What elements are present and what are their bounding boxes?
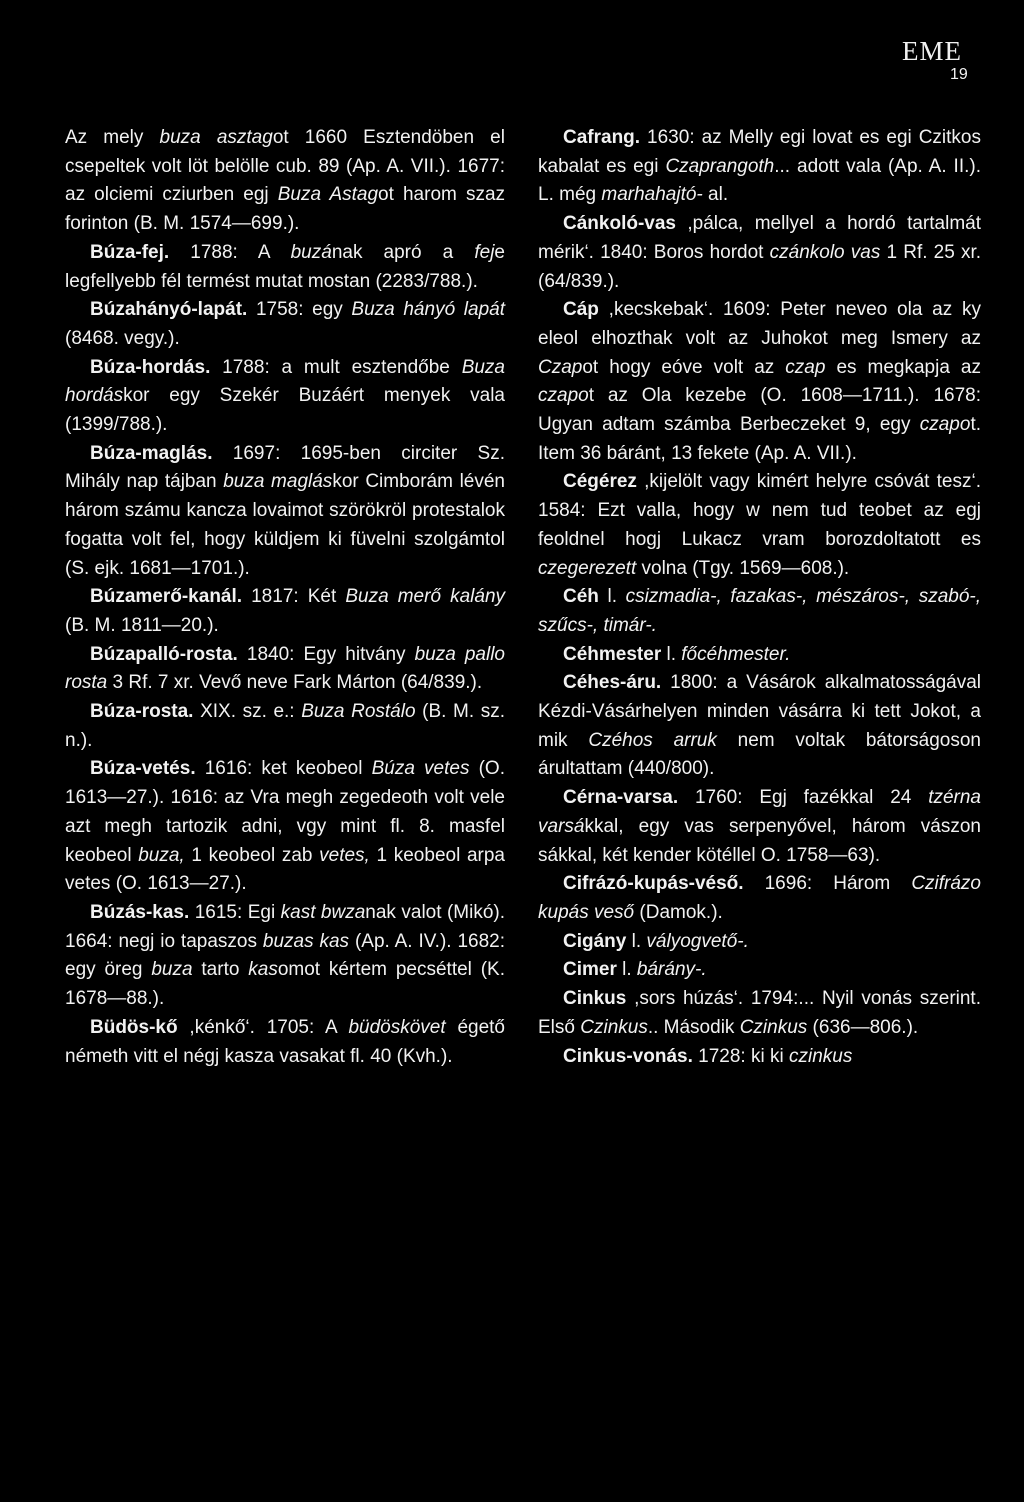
dictionary-entry [538, 296, 981, 468]
entry-headword: Cérna-varsa. [563, 787, 679, 809]
quoted-term: czánkolo vas [769, 241, 881, 263]
entry-text: (Damok.). [634, 901, 723, 923]
entry-headword: Búza-hordás. [90, 356, 211, 378]
quoted-term: csizmadia-, fazakas-, mészáros-, szabó-, szűcs-, timár-. [538, 586, 981, 636]
entry-text: 1758: egy [247, 299, 352, 321]
entry-text: nak apró a [331, 241, 475, 263]
entry-text: (Ap. A. IV.). 1682: egy öreg [65, 930, 506, 981]
entry-text: ,sors húzás‘. 1794:... Nyil vonás szerint. Első [538, 988, 981, 1038]
entry-text: kkal, egy vas serpenyővel, három vászon sákkal, két kender kötéllel O. 1758—63). [538, 815, 981, 866]
quoted-term: Buza hányó lapát [351, 299, 505, 321]
entry-text: (B. M. sz. n.). [65, 701, 506, 751]
entry-text: ot 1660 Esztendöben el csepeltek volt löt belölle cub. 89 (Ap. A. VII.). 1677: az olciemi cziurben egj [65, 127, 505, 206]
entry-headword: Búzamerő-kanál. [90, 586, 243, 608]
entry-text: es megkapja az [825, 356, 981, 378]
entry-headword: Búzás-kas. [90, 901, 190, 923]
page-number: 19 [950, 66, 968, 83]
dictionary-entry [65, 899, 505, 1014]
entry-text: 1788: a mult esztendőbe [210, 356, 462, 378]
quoted-term: czinkus [788, 1045, 853, 1067]
quoted-term: Czéhos arruk [588, 729, 717, 751]
entry-text: omot kértem pecséttel (K. 1678—88.). [65, 959, 505, 1010]
entry-text: l. [598, 586, 626, 608]
quoted-term: büdöskövet [348, 1016, 446, 1038]
entry-headword: Cigány [563, 930, 627, 952]
entry-text: tarto [192, 959, 249, 981]
quoted-term: buza maglás [223, 471, 333, 493]
entry-text: (B. M. 1811—20.). [65, 614, 219, 636]
quoted-term: főcéhmester. [681, 643, 791, 665]
dictionary-entry [65, 698, 505, 755]
entry-text: e legfellyebb fél termést mutat mostan (2283/788.). [65, 241, 505, 292]
entry-text: volna (Tgy. 1569—608.). [636, 557, 850, 579]
entry-text: 1728: ki ki [692, 1045, 789, 1067]
quoted-term: Czaprangoth [665, 155, 775, 177]
dictionary-entry [65, 1014, 505, 1071]
entry-text: 1788: A [169, 241, 291, 263]
entry-text: nak valot (Mikó). 1664: negj io tapaszos [65, 901, 506, 952]
dictionary-entry [538, 870, 981, 927]
quoted-term: Czap [538, 356, 583, 378]
entry-text: 1616: ket keobeol [195, 758, 372, 780]
entry-text: 1 Rf. 25 xr. (64/839.). [538, 241, 981, 292]
entry-headword: Búza-maglás. [90, 442, 213, 464]
dictionary-entry [538, 583, 981, 640]
entry-text: 1760: Egj fazékkal 24 [678, 787, 929, 809]
entry-text: 1697: 1695-ben circiter Sz. Mihály nap tájban [65, 442, 505, 493]
quoted-term: Buza merő kalány [345, 586, 506, 608]
dictionary-entry [65, 124, 505, 239]
entry-headword: Céhes-áru. [563, 672, 662, 694]
entry-text: 1615: Egi [189, 901, 281, 923]
entry-text: ,kénkő‘. 1705: A [177, 1016, 349, 1038]
dictionary-entry [538, 124, 981, 210]
entry-text: 1696: Három [743, 873, 912, 895]
entry-text: al. [702, 184, 729, 206]
quoted-term: Buza hordás [65, 356, 505, 407]
quoted-term: vetes, [319, 844, 370, 866]
right-column [538, 124, 981, 1071]
entry-text: t az Ola kezebe (O. 1608—1711.). 1678: Ugyan adtam számba Berbeczeket 9, egy [538, 385, 981, 436]
entry-text: égető németh vitt el négj kasza vasakat fl. 40 (Kvh.). [65, 1016, 505, 1067]
entry-headword: Búza-rosta. [90, 701, 194, 723]
entry-headword: Cifrázó-kupás-véső. [563, 873, 744, 895]
entry-headword: Búzapalló-rosta. [90, 643, 238, 665]
quoted-term: kas [248, 959, 278, 981]
dictionary-entry [65, 440, 505, 584]
quoted-term: czapo [538, 385, 589, 407]
entry-headword: Cégérez [563, 471, 637, 493]
dictionary-entry [538, 641, 981, 670]
entry-text: ,kijelölt vagy kimért helyre csóvát tesz‘. 1584: Ezt valla, hogy w nem tud teobet az egj feoldnel hogj Lukacz vram borozdoltatott es [538, 471, 981, 550]
entry-text: ,pálca, mellyel a hordó tartalmát mérik‘. 1840: Boros hordot [538, 213, 981, 263]
entry-text: (636—806.). [807, 1016, 919, 1038]
entry-headword: Cáp [563, 299, 599, 321]
quoted-term: Czifrázo kupás veső [538, 873, 981, 923]
entry-text: 1817: Két [242, 586, 346, 608]
quoted-term: buza, [138, 844, 185, 866]
quoted-term: Buza Rostálo [301, 701, 416, 723]
entry-text: .. Második [647, 1016, 740, 1038]
quoted-term: buza pallo rosta [65, 643, 505, 694]
quoted-term: czapo [919, 414, 971, 436]
entry-headword: Büdös-kő [90, 1016, 178, 1038]
dictionary-entry [65, 239, 505, 296]
quoted-term: czegerezett [538, 557, 637, 579]
quoted-term: Buza Astag [277, 184, 379, 206]
entry-text: XIX. sz. e.: [193, 701, 302, 723]
entry-text: kor Cimborám lévén három számu kancza lovaimot szörökröl protestalok fogatta volt fel, hogy küldjem ki füvelni szolgámtol (S. ejk. 1681—1701.). [65, 471, 505, 579]
entry-text: l. [661, 643, 682, 665]
entry-headword: Búzahányó-lapát. [90, 299, 248, 321]
entry-headword: Cafrang. [563, 127, 641, 148]
entry-text: 3 Rf. 7 xr. Vevő neve Fark Márton (64/839.). [107, 672, 483, 694]
quoted-term: buza asztag [159, 127, 273, 148]
entry-text: ... adott vala (Ap. A. II.). L. még [538, 155, 981, 206]
left-column [65, 124, 505, 1071]
entry-text: 1800: a Vásárok alkalmatosságával Kézdi-Vásárhelyen minden vásárra ki tett Jokot, a mik [538, 672, 981, 751]
dictionary-entry [65, 296, 505, 353]
logo: EME [902, 36, 962, 66]
quoted-term: vályogvető-. [646, 930, 749, 952]
quoted-term: kast bwza [280, 901, 366, 923]
entry-text: kor egy Szekér Buzáért menyek vala (1399/788.). [65, 385, 505, 436]
quoted-term: fej [474, 241, 495, 263]
dictionary-entry [65, 755, 505, 899]
quoted-term: tzérna varsá [538, 787, 981, 837]
entry-headword: Búza-vetés. [90, 758, 196, 780]
dictionary-entry [538, 468, 981, 583]
entry-text: 1 keobeol arpa vetes (O. 1613—27.). [65, 844, 505, 895]
dictionary-entry [538, 210, 981, 296]
quoted-term: marhahajtó- [601, 184, 703, 206]
entry-text: 1630: az Melly egi lovat es egi Czitkos kabalat es egi [538, 127, 981, 177]
entry-headword: Cánkoló-vas [563, 213, 676, 235]
dictionary-entry [65, 641, 505, 698]
dictionary-entry [65, 583, 505, 640]
quoted-term: Czinkus [739, 1016, 808, 1038]
entry-text: (8468. vegy.). [65, 327, 180, 349]
quoted-term: bárány-. [636, 959, 707, 981]
quoted-term: Czinkus [580, 1016, 648, 1038]
entry-text: (O. 1613—27.). 1616: az Vra megh zegedeoth volt vele azt megh tartozik adni, vgy mint fl. 8. masfel keobeol [65, 758, 505, 866]
entry-headword: Céh [563, 586, 599, 608]
entry-text: nem voltak bátorságoson árultattam (440/800). [538, 729, 982, 780]
entry-text: 1 keobeol zab [184, 844, 320, 866]
dictionary-entry [538, 985, 981, 1042]
dictionary-entry [538, 928, 981, 957]
dictionary-entry [538, 1043, 981, 1072]
entry-headword: Cinkus [563, 988, 627, 1010]
quoted-term: buzá [290, 241, 332, 263]
entry-headword: Cinkus-vonás. [563, 1045, 693, 1067]
dictionary-entry [538, 784, 981, 870]
entry-text: 1840: Egy hitvány [237, 643, 415, 665]
quoted-term: czap [785, 356, 826, 378]
dictionary-entry [538, 669, 981, 784]
entry-text: ot harom szaz forinton (B. M. 1574—699.). [65, 184, 506, 235]
dictionary-entry [65, 354, 505, 440]
dictionary-entry [538, 956, 981, 985]
entry-headword: Céhmester [563, 643, 662, 665]
entry-text: l. [616, 959, 637, 981]
entry-text: t. Item 36 báránt, 13 fekete (Ap. A. VII.). [538, 414, 981, 464]
entry-text: ,kecskebak‘. 1609: Peter neveo ola az ky eleol elhozthak volt az Juhokot meg Ismery az [538, 299, 981, 349]
entry-headword: Búza-fej. [90, 241, 170, 263]
quoted-term: Búza vetes [371, 758, 470, 780]
quoted-term: buza [151, 959, 193, 981]
quoted-term: buzas kas [262, 930, 350, 952]
entry-text: ot hogy eóve volt az [582, 356, 786, 378]
entry-headword: Cimer [563, 959, 617, 981]
entry-text: Az mely [65, 127, 160, 148]
entry-text: l. [626, 930, 647, 952]
